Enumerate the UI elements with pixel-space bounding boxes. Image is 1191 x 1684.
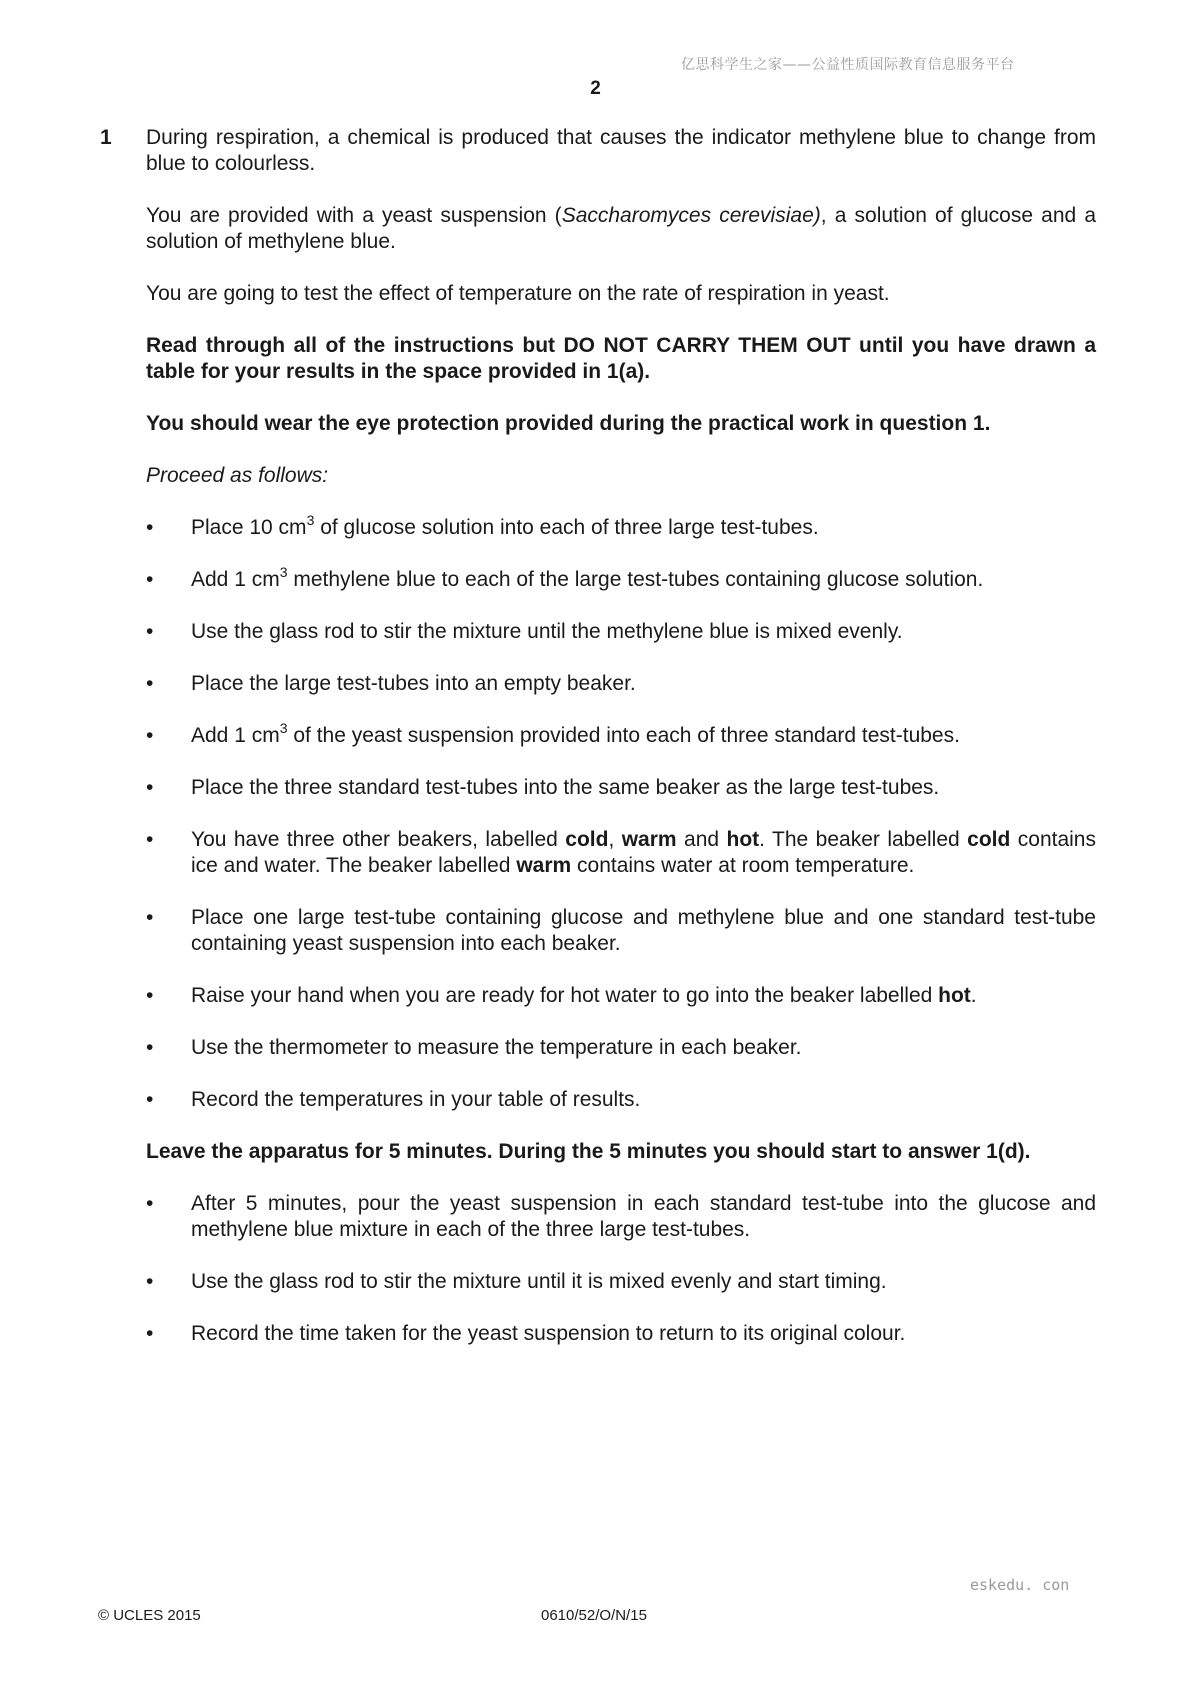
step-13 [146,1269,1096,1295]
text: Place 10 cm [191,516,307,539]
step-6 [146,775,1096,801]
procedure-steps-continued [146,1191,1096,1347]
text: contains water at room temperature. [571,854,915,877]
text: Use the thermometer to measure the temperature in each beaker. [191,1036,802,1059]
instruction-eye-protection: You should wear the eye protection provided during the practical work in question 1. [146,412,991,435]
text: , [608,828,622,851]
procedure-steps [146,512,1096,1113]
step-12 [146,1191,1096,1243]
text: Place the large test-tubes into an empty beaker. [191,672,636,695]
text: Place the three standard test-tubes into the same beaker as the large test-tubes. [191,776,940,799]
step-9 [146,983,1096,1009]
step-3 [146,619,1096,645]
label-warm: warm [621,828,677,851]
proceed-heading: Proceed as follows: [146,464,329,487]
step-14 [146,1321,1096,1347]
step-2 [146,564,1096,593]
footer-watermark: eskedu. con [970,1576,1070,1594]
text: contains ice and water. The beaker labelled [191,828,1096,877]
step-11 [146,1087,1096,1113]
text: of glucose solution into each of three large test-tubes. [314,516,819,539]
paper-code: 0610/52/O/N/15 [541,1607,647,1624]
intro-paragraph-2 [146,203,1096,255]
bullet: • [146,724,154,747]
text: . [970,984,977,1007]
superscript: 3 [279,720,288,736]
step-4 [146,671,1096,697]
copyright-notice: © UCLES 2015 [98,1607,201,1624]
intro-paragraph-1: During respiration, a chemical is produced that causes the indicator methylene blue to change from blue to colourless. [146,126,1096,175]
text: Use the glass rod to stir the mixture until the methylene blue is mixed evenly. [191,620,903,643]
label-warm: warm [516,854,572,877]
bullet: • [146,1036,154,1059]
bullet: • [146,1192,154,1215]
bullet: • [146,516,154,539]
text: of the yeast suspension provided into each of three standard test-tubes. [287,724,960,747]
label-cold: cold [565,828,609,851]
bullet: • [146,672,154,695]
label-hot: hot [726,828,760,851]
label-hot: hot [938,984,971,1007]
header-watermark: 亿思科学生之家——公益性质国际教育信息服务平台 [681,57,1015,73]
bullet: • [146,906,154,929]
step-1 [146,512,1096,541]
text: Place one large test-tube containing glucose and methylene blue and one standard test-tube containing yeast suspension into each beaker. [191,906,1096,955]
text: Record the time taken for the yeast suspension to return to its original colour. [191,1322,906,1345]
text: After 5 minutes, pour the yeast suspension in each standard test-tube into the glucose and methylene blue mixture in each of the three large test-tubes. [191,1192,1096,1241]
text: , a solution of glucose and a solution of methylene blue. [146,204,1097,253]
instruction-read-through: Read through all of the instructions but DO NOT CARRY THEM OUT until you have drawn a table for your results in the space provided in 1(a). [146,334,1096,383]
bullet: • [146,1270,154,1293]
superscript: 3 [306,512,315,528]
step-10 [146,1035,1096,1061]
text: You have three other beakers, labelled [191,828,566,851]
question-content [146,125,1096,1373]
text: Add 1 cm [191,568,280,591]
text: and [676,828,727,851]
bullet: • [146,776,154,799]
bullet: • [146,568,154,591]
step-7 [146,827,1096,879]
label-cold: cold [967,828,1011,851]
instruction-leave-apparatus: Leave the apparatus for 5 minutes. During the 5 minutes you should start to answer 1(d). [146,1140,1031,1163]
step-5 [146,720,1096,749]
question-number: 1 [100,126,112,149]
superscript: 3 [279,564,288,580]
bullet: • [146,828,154,851]
bullet: • [146,984,154,1007]
intro-paragraph-3: You are going to test the effect of temperature on the rate of respiration in yeast. [146,282,890,305]
bullet: • [146,1322,154,1345]
text: Add 1 cm [191,724,280,747]
bullet: • [146,620,154,643]
text: You are provided with a yeast suspension ( [146,204,562,227]
text: Raise your hand when you are ready for hot water to go into the beaker labelled [191,984,939,1007]
step-8 [146,905,1096,957]
bullet: • [146,1088,154,1111]
text: . The beaker labelled [759,828,968,851]
page-number: 2 [590,78,601,99]
text: methylene blue to each of the large test-tubes containing glucose solution. [287,568,984,591]
text: Use the glass rod to stir the mixture until it is mixed evenly and start timing. [191,1270,887,1293]
species-name: Saccharomyces cerevisiae) [561,204,821,227]
text: Record the temperatures in your table of results. [191,1088,641,1111]
